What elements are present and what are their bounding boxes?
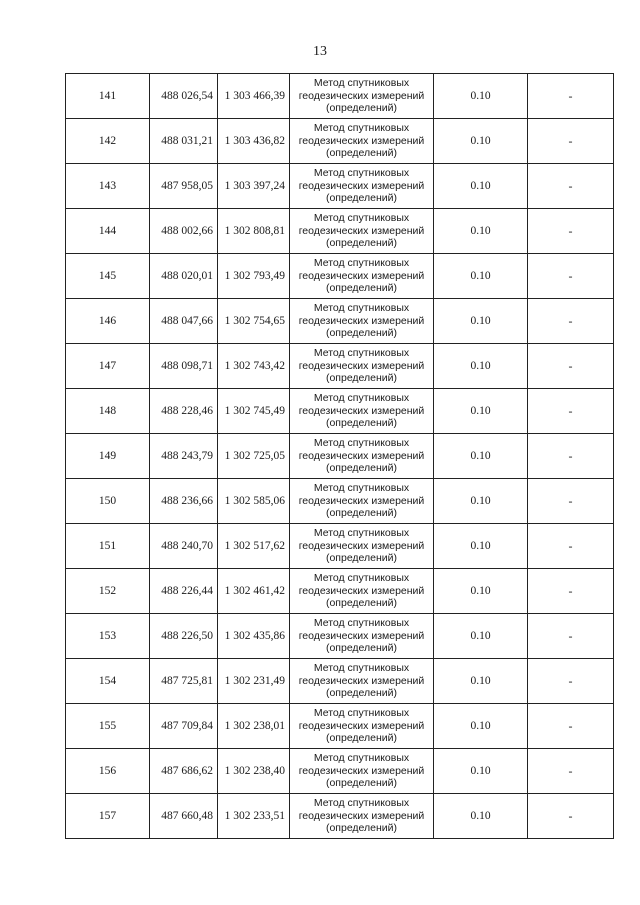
accuracy-cell: 0.10 bbox=[434, 794, 528, 839]
table-row bbox=[66, 659, 614, 704]
method-text-line: Метод спутниковых bbox=[313, 662, 410, 675]
table-row bbox=[66, 164, 614, 209]
accuracy-cell: 0.10 bbox=[434, 479, 528, 524]
coordinates-table bbox=[65, 73, 614, 839]
x-coordinate-cell: 488 228,46 bbox=[150, 389, 218, 434]
table-row bbox=[66, 569, 614, 614]
method-text-line: Метод спутниковых bbox=[313, 77, 410, 90]
x-coordinate-cell: 487 958,05 bbox=[150, 164, 218, 209]
y-coordinate-cell: 1 303 466,39 bbox=[218, 74, 290, 119]
table-row bbox=[66, 434, 614, 479]
note-cell: - bbox=[528, 254, 614, 299]
method-text-line: (определений) bbox=[325, 597, 398, 610]
method-cell bbox=[290, 299, 434, 344]
method-text-line: (определений) bbox=[325, 822, 398, 835]
y-coordinate-cell: 1 302 793,49 bbox=[218, 254, 290, 299]
point-number-cell: 156 bbox=[66, 749, 150, 794]
note-cell: - bbox=[528, 209, 614, 254]
point-number-cell: 146 bbox=[66, 299, 150, 344]
method-text-line: Метод спутниковых bbox=[313, 347, 410, 360]
method-text-line: (определений) bbox=[325, 462, 398, 475]
table-row bbox=[66, 254, 614, 299]
table-row bbox=[66, 794, 614, 839]
table-row bbox=[66, 524, 614, 569]
accuracy-cell: 0.10 bbox=[434, 344, 528, 389]
method-text-line: геодезических измерений bbox=[298, 179, 425, 192]
table-row bbox=[66, 749, 614, 794]
method-cell bbox=[290, 209, 434, 254]
y-coordinate-cell: 1 302 808,81 bbox=[218, 209, 290, 254]
method-cell bbox=[290, 74, 434, 119]
method-cell bbox=[290, 434, 434, 479]
x-coordinate-cell: 488 098,71 bbox=[150, 344, 218, 389]
x-coordinate-cell: 487 725,81 bbox=[150, 659, 218, 704]
y-coordinate-cell: 1 302 745,49 bbox=[218, 389, 290, 434]
accuracy-cell: 0.10 bbox=[434, 434, 528, 479]
point-number-cell: 144 bbox=[66, 209, 150, 254]
method-text-line: (определений) bbox=[325, 372, 398, 385]
method-text-line: геодезических измерений bbox=[298, 89, 425, 102]
note-cell: - bbox=[528, 614, 614, 659]
accuracy-cell: 0.10 bbox=[434, 209, 528, 254]
method-text-line: геодезических измерений bbox=[298, 134, 425, 147]
x-coordinate-cell: 488 226,44 bbox=[150, 569, 218, 614]
table-row bbox=[66, 479, 614, 524]
point-number-cell: 150 bbox=[66, 479, 150, 524]
x-coordinate-cell: 488 236,66 bbox=[150, 479, 218, 524]
method-text-line: геодезических измерений bbox=[298, 404, 425, 417]
method-text-line: геодезических измерений bbox=[298, 539, 425, 552]
accuracy-cell: 0.10 bbox=[434, 524, 528, 569]
method-text-line: геодезических измерений bbox=[298, 269, 425, 282]
point-number-cell: 157 bbox=[66, 794, 150, 839]
y-coordinate-cell: 1 303 397,24 bbox=[218, 164, 290, 209]
method-text-line: Метод спутниковых bbox=[313, 797, 410, 810]
note-cell: - bbox=[528, 749, 614, 794]
page-number: 13 bbox=[313, 44, 327, 59]
method-text-line: (определений) bbox=[325, 777, 398, 790]
note-cell: - bbox=[528, 119, 614, 164]
method-text-line: геодезических измерений bbox=[298, 224, 425, 237]
note-cell: - bbox=[528, 74, 614, 119]
coordinates-table-body bbox=[66, 74, 614, 839]
method-text-line: Метод спутниковых bbox=[313, 212, 410, 225]
accuracy-cell: 0.10 bbox=[434, 659, 528, 704]
method-cell bbox=[290, 344, 434, 389]
note-cell: - bbox=[528, 659, 614, 704]
y-coordinate-cell: 1 303 436,82 bbox=[218, 119, 290, 164]
y-coordinate-cell: 1 302 725,05 bbox=[218, 434, 290, 479]
y-coordinate-cell: 1 302 233,51 bbox=[218, 794, 290, 839]
method-text-line: (определений) bbox=[325, 732, 398, 745]
method-text-line: (определений) bbox=[325, 327, 398, 340]
method-cell bbox=[290, 794, 434, 839]
method-cell bbox=[290, 704, 434, 749]
method-text-line: геодезических измерений bbox=[298, 719, 425, 732]
point-number-cell: 145 bbox=[66, 254, 150, 299]
method-text-line: (определений) bbox=[325, 102, 398, 115]
method-text-line: геодезических измерений bbox=[298, 494, 425, 507]
method-text-line: геодезических измерений bbox=[298, 314, 425, 327]
method-text-line: (определений) bbox=[325, 417, 398, 430]
x-coordinate-cell: 487 709,84 bbox=[150, 704, 218, 749]
accuracy-cell: 0.10 bbox=[434, 74, 528, 119]
point-number-cell: 141 bbox=[66, 74, 150, 119]
method-text-line: (определений) bbox=[325, 192, 398, 205]
x-coordinate-cell: 488 020,01 bbox=[150, 254, 218, 299]
method-text-line: геодезических измерений bbox=[298, 359, 425, 372]
note-cell: - bbox=[528, 794, 614, 839]
y-coordinate-cell: 1 302 238,40 bbox=[218, 749, 290, 794]
method-cell bbox=[290, 524, 434, 569]
x-coordinate-cell: 488 026,54 bbox=[150, 74, 218, 119]
method-text-line: (определений) bbox=[325, 687, 398, 700]
method-cell bbox=[290, 479, 434, 524]
y-coordinate-cell: 1 302 517,62 bbox=[218, 524, 290, 569]
accuracy-cell: 0.10 bbox=[434, 119, 528, 164]
x-coordinate-cell: 488 243,79 bbox=[150, 434, 218, 479]
method-text-line: Метод спутниковых bbox=[313, 122, 410, 135]
accuracy-cell: 0.10 bbox=[434, 299, 528, 344]
accuracy-cell: 0.10 bbox=[434, 704, 528, 749]
y-coordinate-cell: 1 302 585,06 bbox=[218, 479, 290, 524]
method-text-line: геодезических измерений bbox=[298, 629, 425, 642]
accuracy-cell: 0.10 bbox=[434, 389, 528, 434]
method-cell bbox=[290, 659, 434, 704]
point-number-cell: 152 bbox=[66, 569, 150, 614]
x-coordinate-cell: 487 660,48 bbox=[150, 794, 218, 839]
method-cell bbox=[290, 119, 434, 164]
note-cell: - bbox=[528, 389, 614, 434]
method-text-line: Метод спутниковых bbox=[313, 302, 410, 315]
accuracy-cell: 0.10 bbox=[434, 569, 528, 614]
method-text-line: Метод спутниковых bbox=[313, 257, 410, 270]
method-text-line: (определений) bbox=[325, 282, 398, 295]
accuracy-cell: 0.10 bbox=[434, 254, 528, 299]
method-text-line: Метод спутниковых bbox=[313, 752, 410, 765]
point-number-cell: 155 bbox=[66, 704, 150, 749]
point-number-cell: 153 bbox=[66, 614, 150, 659]
method-text-line: геодезических измерений bbox=[298, 674, 425, 687]
method-text-line: геодезических измерений bbox=[298, 809, 425, 822]
method-cell bbox=[290, 389, 434, 434]
method-text-line: Метод спутниковых bbox=[313, 482, 410, 495]
method-cell bbox=[290, 254, 434, 299]
method-text-line: геодезических измерений bbox=[298, 584, 425, 597]
note-cell: - bbox=[528, 524, 614, 569]
point-number-cell: 148 bbox=[66, 389, 150, 434]
method-text-line: Метод спутниковых bbox=[313, 572, 410, 585]
y-coordinate-cell: 1 302 435,86 bbox=[218, 614, 290, 659]
method-cell bbox=[290, 749, 434, 794]
y-coordinate-cell: 1 302 231,49 bbox=[218, 659, 290, 704]
note-cell: - bbox=[528, 299, 614, 344]
note-cell: - bbox=[528, 479, 614, 524]
method-text-line: (определений) bbox=[325, 552, 398, 565]
method-text-line: геодезических измерений bbox=[298, 764, 425, 777]
method-text-line: Метод спутниковых bbox=[313, 437, 410, 450]
note-cell: - bbox=[528, 569, 614, 614]
method-text-line: геодезических измерений bbox=[298, 449, 425, 462]
x-coordinate-cell: 488 226,50 bbox=[150, 614, 218, 659]
y-coordinate-cell: 1 302 461,42 bbox=[218, 569, 290, 614]
method-text-line: (определений) bbox=[325, 642, 398, 655]
method-cell bbox=[290, 569, 434, 614]
table-row bbox=[66, 389, 614, 434]
table-row bbox=[66, 119, 614, 164]
x-coordinate-cell: 487 686,62 bbox=[150, 749, 218, 794]
method-text-line: Метод спутниковых bbox=[313, 707, 410, 720]
note-cell: - bbox=[528, 704, 614, 749]
point-number-cell: 151 bbox=[66, 524, 150, 569]
note-cell: - bbox=[528, 164, 614, 209]
accuracy-cell: 0.10 bbox=[434, 614, 528, 659]
method-text-line: Метод спутниковых bbox=[313, 617, 410, 630]
accuracy-cell: 0.10 bbox=[434, 164, 528, 209]
x-coordinate-cell: 488 031,21 bbox=[150, 119, 218, 164]
accuracy-cell: 0.10 bbox=[434, 749, 528, 794]
table-row bbox=[66, 209, 614, 254]
method-text-line: (определений) bbox=[325, 237, 398, 250]
x-coordinate-cell: 488 047,66 bbox=[150, 299, 218, 344]
note-cell: - bbox=[528, 434, 614, 479]
method-cell bbox=[290, 164, 434, 209]
point-number-cell: 143 bbox=[66, 164, 150, 209]
point-number-cell: 147 bbox=[66, 344, 150, 389]
y-coordinate-cell: 1 302 754,65 bbox=[218, 299, 290, 344]
table-row bbox=[66, 74, 614, 119]
table-row bbox=[66, 299, 614, 344]
table-row bbox=[66, 704, 614, 749]
note-cell: - bbox=[528, 344, 614, 389]
method-text-line: (определений) bbox=[325, 507, 398, 520]
method-cell bbox=[290, 614, 434, 659]
method-text-line: Метод спутниковых bbox=[313, 167, 410, 180]
point-number-cell: 149 bbox=[66, 434, 150, 479]
x-coordinate-cell: 488 002,66 bbox=[150, 209, 218, 254]
x-coordinate-cell: 488 240,70 bbox=[150, 524, 218, 569]
point-number-cell: 154 bbox=[66, 659, 150, 704]
table-row bbox=[66, 344, 614, 389]
table-row bbox=[66, 614, 614, 659]
y-coordinate-cell: 1 302 743,42 bbox=[218, 344, 290, 389]
method-text-line: Метод спутниковых bbox=[313, 527, 410, 540]
method-text-line: (определений) bbox=[325, 147, 398, 160]
y-coordinate-cell: 1 302 238,01 bbox=[218, 704, 290, 749]
point-number-cell: 142 bbox=[66, 119, 150, 164]
method-text-line: Метод спутниковых bbox=[313, 392, 410, 405]
